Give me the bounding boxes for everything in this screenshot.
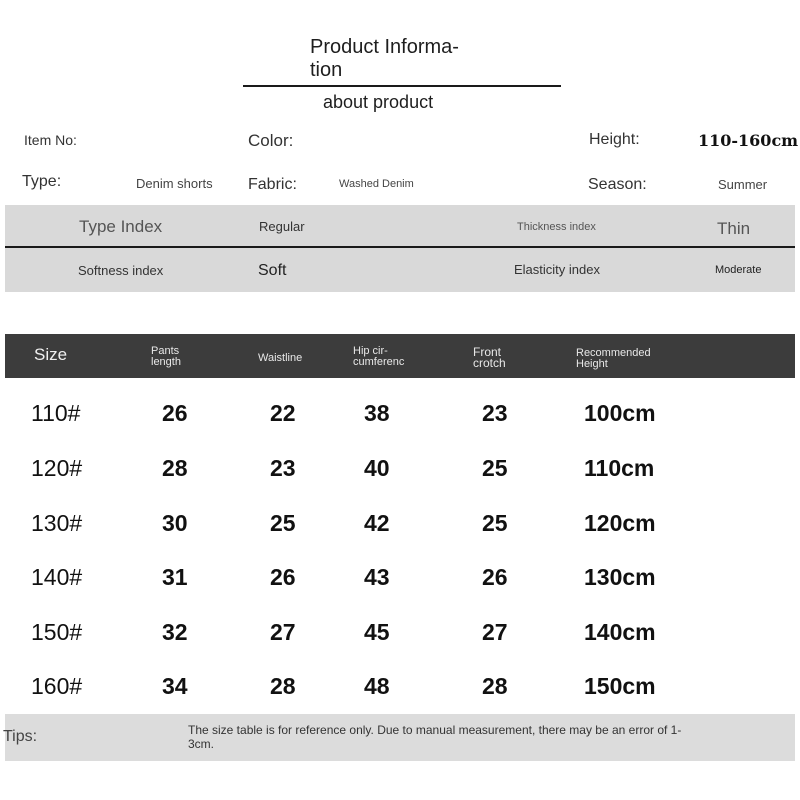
cell-waistline: 26: [270, 564, 296, 590]
cell-size: 110#: [31, 400, 81, 426]
season-label: Season:: [588, 176, 647, 193]
tips-text: The size table is for reference only. Due to manual measurement, there may be an error of 1-3cm.: [188, 723, 682, 751]
thickness-index-value: Thin: [717, 219, 751, 238]
elasticity-index-label: Elasticity index: [514, 262, 600, 277]
cell-front-crotch: 26: [482, 564, 508, 590]
season-value: Summer: [718, 177, 768, 192]
cell-waistline: 27: [270, 619, 296, 645]
header-waistline: Waistline: [258, 352, 303, 364]
cell-recommended-height: 120cm: [584, 510, 656, 536]
fabric-value: Washed Denim: [339, 178, 414, 190]
cell-size: 130#: [31, 510, 83, 536]
cell-hip: 42: [364, 510, 390, 536]
header-size: Size: [34, 345, 68, 364]
type-label: Type:: [22, 173, 62, 190]
cell-pants-length: 32: [162, 619, 188, 645]
cell-size: 160#: [31, 673, 83, 699]
cell-waistline: 22: [270, 400, 296, 426]
cell-pants-length: 26: [162, 400, 188, 426]
cell-size: 150#: [31, 619, 83, 645]
color-label: Color:: [248, 131, 294, 150]
height-label: Height:: [589, 131, 640, 148]
cell-front-crotch: 28: [482, 673, 508, 699]
cell-size: 140#: [31, 564, 83, 590]
cell-recommended-height: 100cm: [584, 400, 656, 426]
thickness-index-label: Thickness index: [517, 221, 596, 233]
height-value: 110-160cm: [698, 131, 799, 150]
type-index-value: Regular: [259, 219, 305, 234]
title-divider: [243, 85, 561, 87]
cell-hip: 43: [364, 564, 390, 590]
cell-waistline: 28: [270, 673, 296, 699]
cell-recommended-height: 140cm: [584, 619, 656, 645]
header-hip-circumference: Hip cir- cumferenc: [353, 345, 405, 368]
item-no-label: Item No:: [24, 132, 77, 148]
cell-hip: 38: [364, 400, 390, 426]
type-index-label: Type Index: [79, 217, 163, 236]
tips-label: Tips:: [3, 728, 38, 745]
cell-front-crotch: 25: [482, 510, 508, 536]
cell-recommended-height: 110cm: [584, 455, 655, 481]
cell-front-crotch: 27: [482, 619, 508, 645]
page-subtitle: about product: [323, 92, 434, 112]
header-front-crotch: Front crotch: [473, 345, 506, 370]
cell-waistline: 23: [270, 455, 296, 481]
type-value: Denim shorts: [136, 176, 213, 191]
page-title: [310, 36, 500, 82]
header-recommended-height: Recommended Height: [576, 347, 651, 370]
cell-pants-length: 30: [162, 510, 188, 536]
cell-front-crotch: 25: [482, 455, 508, 481]
cell-waistline: 25: [270, 510, 296, 536]
cell-hip: 45: [364, 619, 390, 645]
fabric-label: Fabric:: [248, 176, 297, 193]
cell-pants-length: 28: [162, 455, 188, 481]
softness-index-label: Softness index: [78, 263, 164, 278]
cell-recommended-height: 150cm: [584, 673, 656, 699]
header-pants-length: Pants length: [151, 345, 181, 368]
cell-size: 120#: [31, 455, 83, 481]
page-title-text: Product Informa- tion: [310, 36, 459, 81]
cell-front-crotch: 23: [482, 400, 508, 426]
elasticity-index-value: Moderate: [715, 264, 762, 276]
softness-index-value: Soft: [258, 262, 287, 279]
cell-pants-length: 34: [162, 673, 188, 699]
cell-hip: 48: [364, 673, 390, 699]
cell-pants-length: 31: [162, 564, 188, 590]
cell-hip: 40: [364, 455, 390, 481]
cell-recommended-height: 130cm: [584, 564, 656, 590]
